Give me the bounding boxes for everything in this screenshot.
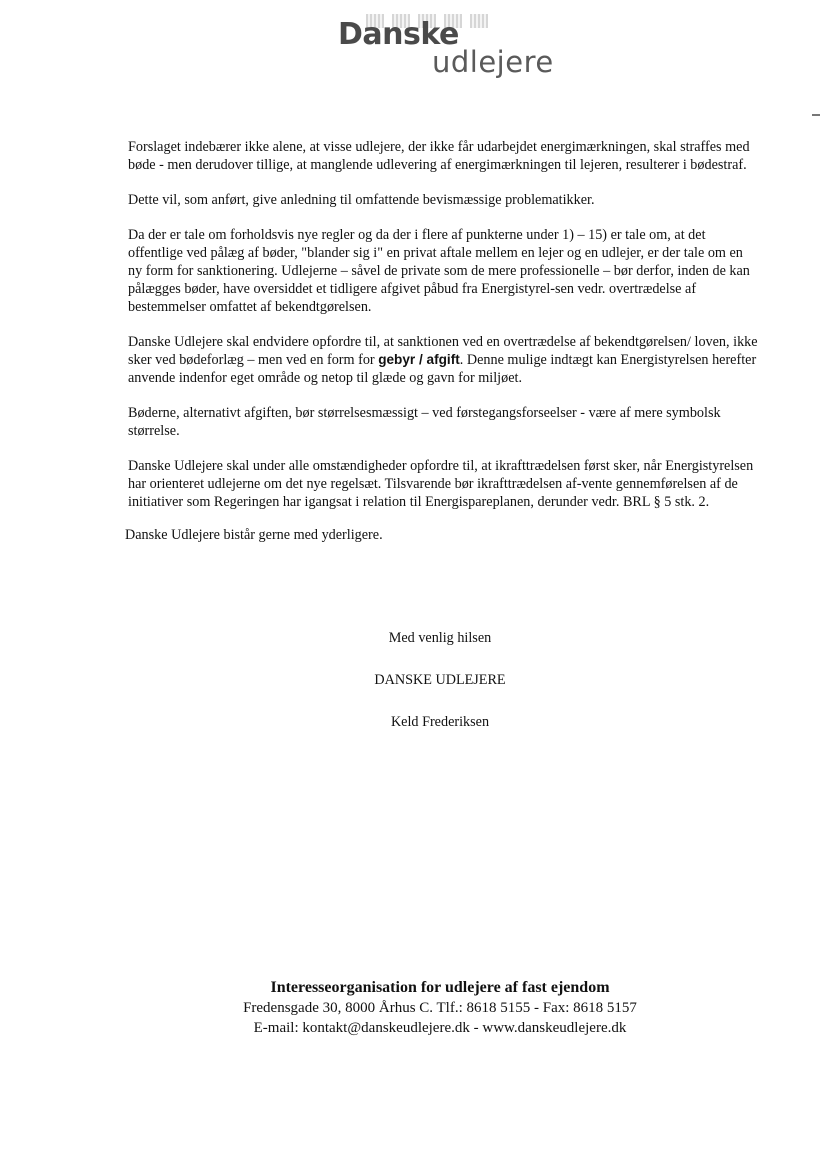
paragraph-4-part-2: . Denne mulige indtægt kan Energistyrelsen herefter anvende indenfor eget område og netop til glæde og gavn for miljøet. bbox=[128, 352, 757, 386]
paragraph-7: Danske Udlejere bistår gerne med yderligere. bbox=[125, 527, 383, 543]
paragraph-4-part-1: Danske Udlejere skal endvidere opfordre til, at sanktionen ved en overtrædelse af bekendtgørelsen/ loven, ikke sker ved bødeforlæg – men ved en form for bbox=[128, 334, 758, 368]
scan-mark bbox=[812, 114, 820, 116]
letter-body bbox=[125, 138, 758, 561]
logo-text-danske: Danske bbox=[338, 17, 459, 52]
footer-address: Fredensgade 30, 8000 Århus C. Tlf.: 8618 5155 - Fax: 8618 5157 bbox=[243, 1000, 637, 1016]
paragraph-5: Bøderne, alternativt afgiften, bør størrelsesmæssigt – ved førstegangsforseelser - være af mere symbolsk størrelse. bbox=[128, 405, 721, 439]
footer-contact: E-mail: kontakt@danskeudlejere.dk - www.danskeudlejere.dk bbox=[253, 1020, 627, 1036]
letterhead-footer bbox=[0, 978, 827, 1038]
paragraph-4-emphasis: gebyr / afgift bbox=[378, 352, 460, 367]
logo bbox=[338, 14, 568, 84]
paragraph-4 bbox=[128, 333, 758, 387]
paragraph-6: Danske Udlejere skal under alle omstændigheder opfordre til, at ikrafttrædelsen først sker, når Energistyrelsen har orienteret udlejerne om det nye regelsæt. Tilsvarende bør ikrafttrædelsen af-vente gennemførelsen af de initiativer som Regeringen har igangsat i relation til Energispareplanen, derunder vedr. BRL § 5 stk. 2. bbox=[128, 458, 754, 510]
paragraph-2: Dette vil, som anført, give anledning til omfattende bevismæssige problematikker. bbox=[128, 192, 595, 208]
paragraph-1: Forslaget indebærer ikke alene, at visse udlejere, der ikke får udarbejdet energimærkningen, skal straffes med bøde - men derudover tillige, at manglende udlevering af energimærkningen til lejeren, resulterer i bødestraf. bbox=[128, 139, 750, 173]
paragraph-3: Da der er tale om forholdsvis nye regler og da der i flere af punkterne under 1) – 15) er tale om, at det offentlige ved pålæg af bøder, "blander sig i" en privat aftale mellem en lejer og en udlejer, er der tale om en ny form for sanktionering. Udlejerne – såvel de private som de mere professionelle – bør derfor, inden de kan pålægges bøder, have oversiddet et tidligere afgivet påbud fra Energistyrel-sen vedr. overtrædelse af bestemmelser omfattet af bekendtgørelsen. bbox=[128, 227, 750, 315]
footer-title: Interesseorganisation for udlejere af fast ejendom bbox=[270, 979, 610, 996]
closing-signer: Keld Frederiksen bbox=[390, 714, 490, 730]
closing-organization: DANSKE UDLEJERE bbox=[374, 672, 506, 688]
closing-greeting: Med venlig hilsen bbox=[388, 630, 492, 646]
logo-text-udlejere: udlejere bbox=[432, 45, 554, 79]
